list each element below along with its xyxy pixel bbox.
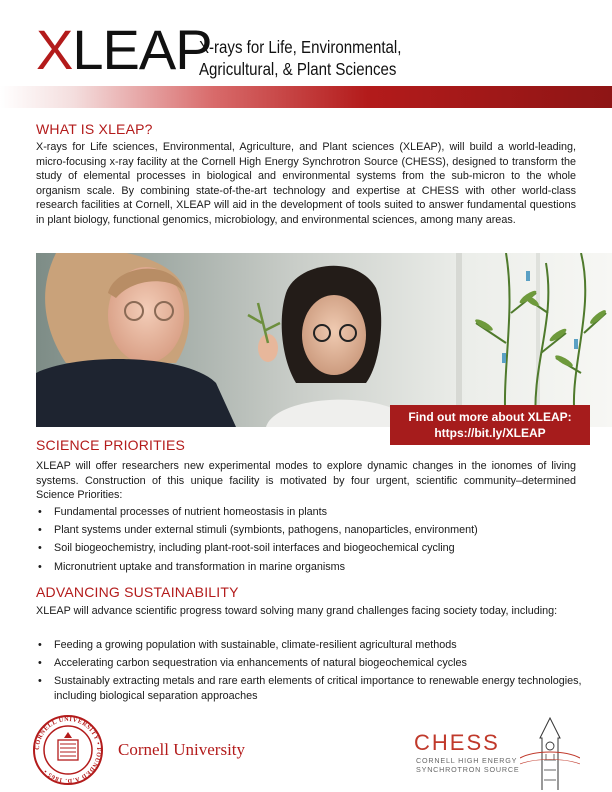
clock-tower-icon — [520, 714, 580, 792]
callout-link[interactable]: https://bit.ly/XLEAP — [434, 426, 546, 440]
logo-x: X — [36, 18, 73, 81]
header-subtitle — [199, 36, 401, 80]
chess-tagline — [416, 756, 519, 774]
chess-logo: CHESS — [414, 730, 500, 755]
chess-tagline-line-2: SYNCHROTRON SOURCE — [416, 765, 520, 774]
science-priorities-list — [36, 505, 596, 578]
list-item: • Micronutrient uptake and transformation in marine organisms — [36, 560, 596, 574]
what-is-xleap-body: X-rays for Life sciences, Environmental, Agriculture, and Plant sciences (XLEAP), will build a world-leading, micro-focusing x-ray facility at the Cornell High Energy Synchrotron Source (CHESS), designed to transform the study of elemental processes in biological and environmental systems from the sub-micron to the whole organism scale. By combining state-of-the-art technology and expertise at CHESS with other world-class research facilities at Cornell, XLEAP will aid in the development of tools suited to answer fundamental questions in plant biology, functional genomics, microbiology, and environmental sciences, among many areas. — [36, 141, 576, 226]
logo-rest: LEAP — [72, 18, 212, 81]
list-item: • Soil biogeochemistry, including plant-root-soil interfaces and biogeochemical cycling — [36, 541, 596, 555]
cornell-university-wordmark: Cornell University — [118, 740, 246, 759]
header — [0, 0, 612, 88]
science-priorities-heading: SCIENCE PRIORITIES — [36, 437, 186, 453]
science-priorities-body: XLEAP will offer researchers new experimental modes to explore dynamic changes in the ionomes of living systems. Construction of this unique facility is motivated by four urgent, scientific community–determined Science Priorities: — [36, 460, 576, 502]
subtitle-line-1: X-rays for Life, Environmental, — [199, 37, 402, 57]
list-item: • Feeding a growing population with sustainable, climate-resilient agricultural methods — [36, 638, 596, 652]
what-is-xleap-heading: WHAT IS XLEAP? — [36, 121, 153, 137]
find-out-more-callout[interactable] — [390, 405, 590, 445]
photo-illustration — [36, 253, 612, 427]
advancing-sustainability-body: XLEAP will advance scientific progress toward solving many grand challenges facing society today, including: — [36, 605, 558, 617]
advancing-sustainability-heading: ADVANCING SUSTAINABILITY — [36, 584, 239, 600]
list-item: • Plant systems under external stimuli (symbionts, pathogens, nanoparticles, environment) — [36, 523, 596, 537]
header-gradient-band — [0, 86, 612, 108]
xleap-logo — [36, 20, 212, 80]
subtitle-line-2: Agricultural, & Plant Sciences — [199, 59, 397, 79]
researchers-photo — [36, 253, 612, 427]
list-item: • Sustainably extracting metals and rare earth elements of critical importance to renewable energy technologies, including biological separation approaches — [36, 674, 596, 702]
footer — [0, 710, 612, 792]
seal-text: CORNELL UNIVERSITY • FOUNDED A.D. 1865 • — [33, 715, 103, 785]
advancing-sustainability-list — [36, 638, 596, 707]
cornell-seal-icon — [32, 714, 104, 786]
list-item: • Fundamental processes of nutrient homeostasis in plants — [36, 505, 596, 519]
list-item: • Accelerating carbon sequestration via enhancements of natural biogeochemical cycles — [36, 656, 596, 670]
callout-line-1: Find out more about XLEAP: — [408, 410, 572, 424]
chess-tagline-line-1: CORNELL HIGH ENERGY — [416, 756, 518, 765]
